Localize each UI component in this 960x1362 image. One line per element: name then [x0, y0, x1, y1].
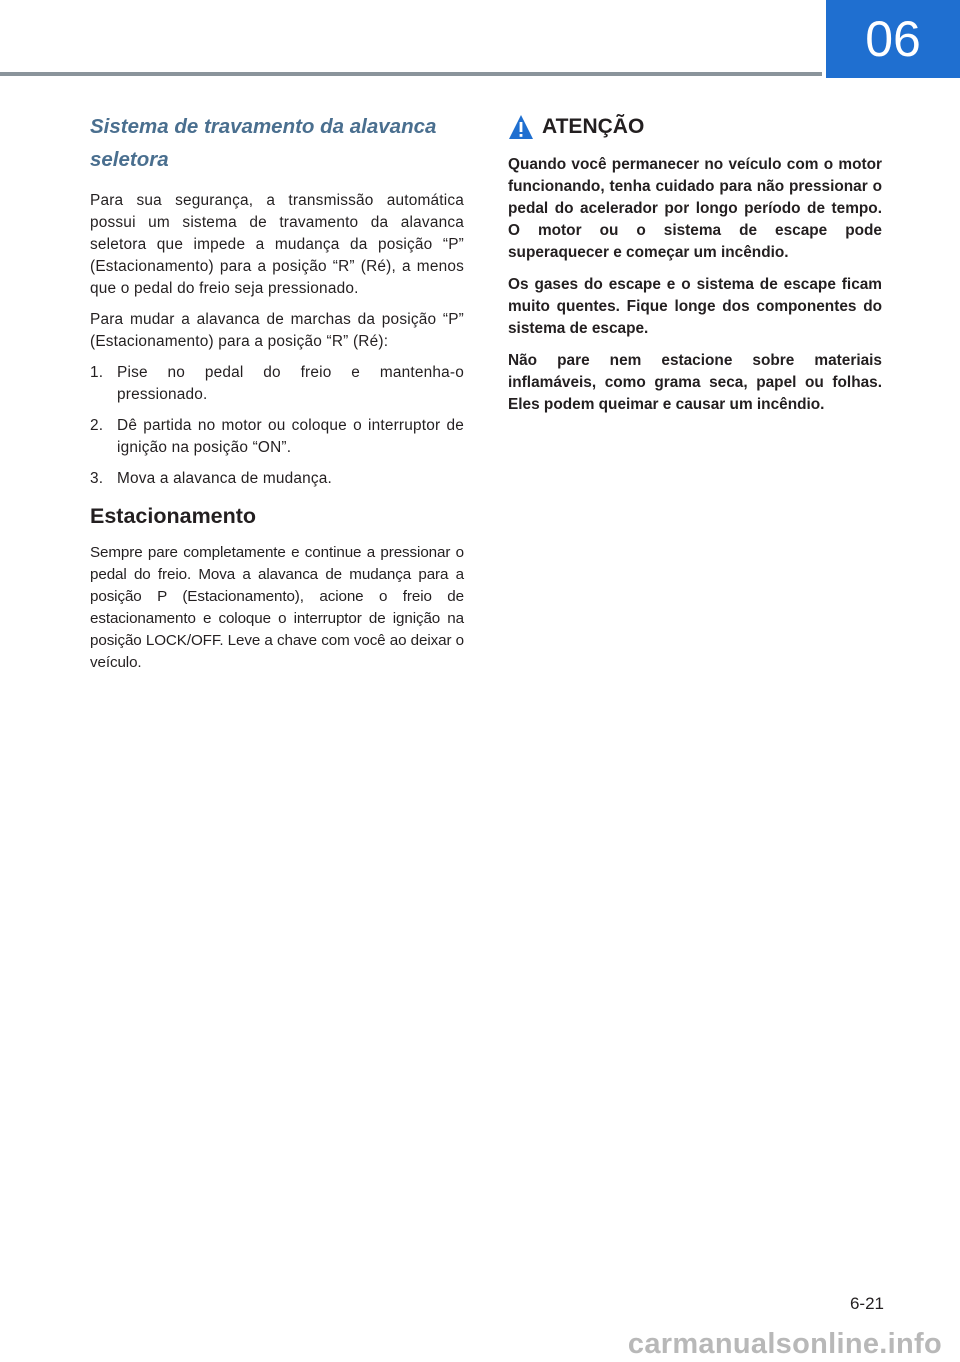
chapter-number: 06 — [865, 11, 921, 67]
steps-list — [90, 362, 464, 490]
chapter-tab — [826, 0, 960, 78]
step-text: Mova a alavanca de mudança. — [117, 470, 333, 487]
step-number: 2. — [90, 417, 104, 434]
section-heading: Estacionamento — [90, 504, 257, 528]
step-text: Dê partida no motor ou coloque o interruptor de ignição na posição “ON”. — [117, 417, 464, 456]
watermark: carmanualsonline.info — [627, 1328, 942, 1360]
warning-paragraph-accelerator: Quando você permanecer no veículo com o motor funcionando, tenha cuidado para não pressionar o pedal do acelerador por longo período de tempo. O motor ou o sistema de escape pode superaquecer e começar um incêndio. — [508, 156, 882, 261]
list-item — [90, 362, 464, 406]
step-text: Pise no pedal do freio e mantenha-o pressionado. — [117, 364, 464, 403]
list-item — [90, 415, 464, 459]
right-column — [508, 114, 882, 426]
paragraph-lock-system: Para sua segurança, a transmissão automática possui um sistema de travamento da alavanca seletora que impede a mudança da posição “P” (Estacionamento) para a posição “R” (Ré), a menos que o pedal do freio seja pressionado. — [90, 192, 464, 297]
warning-triangle-icon — [508, 114, 534, 140]
step-number: 1. — [90, 364, 104, 381]
warning-title: ATENÇÃO — [542, 115, 645, 138]
warning-header — [508, 114, 882, 140]
paragraph-shift-intro: Para mudar a alavanca de marchas da posição “P” (Estacionamento) para a posição “R” (Ré): — [90, 311, 464, 350]
warning-paragraph-flammable: Não pare nem estacione sobre materiais inflamáveis, como grama seca, papel ou folhas. Eles podem queimar e causar um incêndio. — [508, 352, 882, 413]
list-item — [90, 468, 464, 490]
paragraph-parking: Sempre pare completamente e continue a pressionar o pedal do freio. Mova a alavanca de mudança para a posição P (Estacionamento), acione o freio de estacionamento e coloque o interruptor de ignição na posição LOCK/OFF. Leve a chave com você ao deixar o veículo. — [90, 544, 464, 671]
step-number: 3. — [90, 470, 104, 487]
subsection-heading: Sistema de travamento da alavanca seletora — [90, 115, 437, 171]
left-column — [90, 110, 464, 674]
page-number: 6-21 — [849, 1294, 884, 1313]
header-rule — [0, 72, 822, 76]
warning-paragraph-exhaust: Os gases do escape e o sistema de escape ficam muito quentes. Fique longe dos componentes do sistema de escape. — [508, 276, 882, 337]
